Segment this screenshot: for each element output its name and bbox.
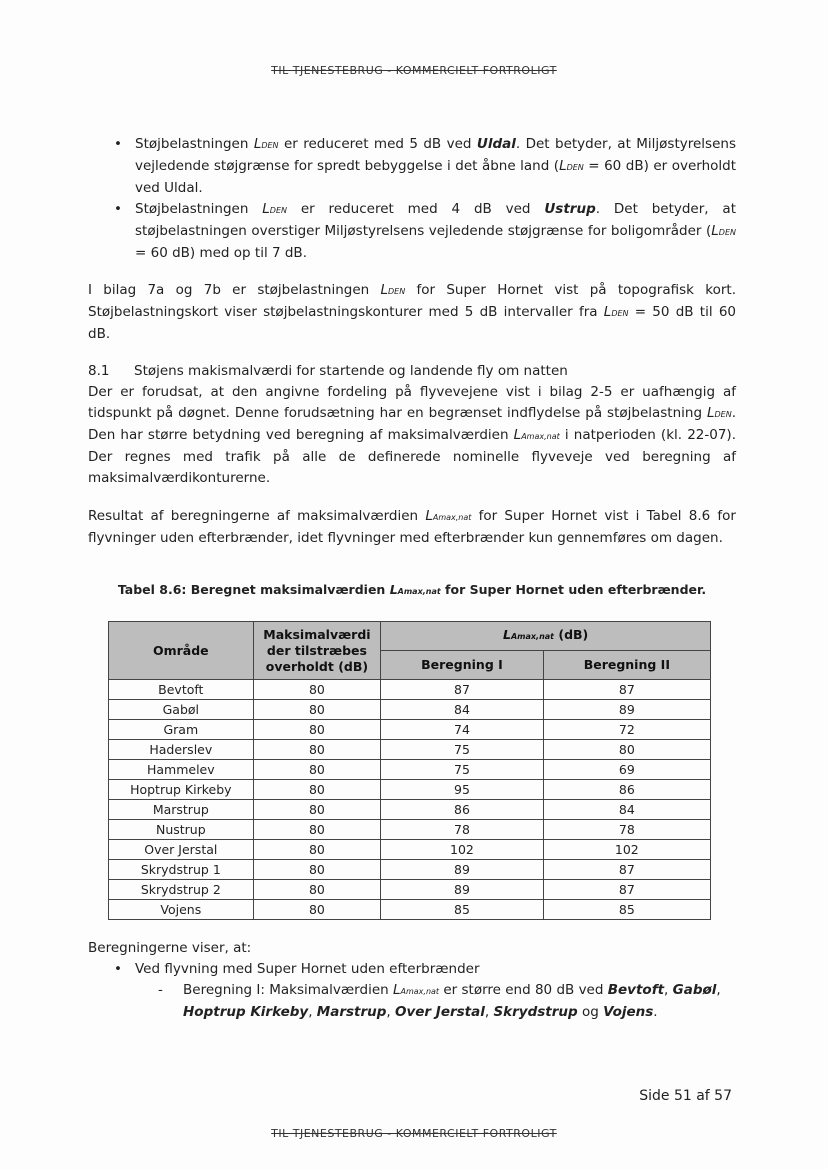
cell-beregning-1: 75: [381, 760, 543, 780]
symbol-subscript: Amax,nat: [397, 587, 441, 596]
page-footer: TIL TJENESTEBRUG - KOMMERCIELT FORTROLIGT: [271, 1127, 557, 1140]
cell-beregning-1: 74: [381, 720, 543, 740]
symbol-subscript: DEN: [718, 228, 736, 237]
section-title: Støjens makismalværdi for startende og landende fly om natten: [134, 363, 568, 379]
section-heading: [88, 361, 736, 382]
cell-area: Hammelev: [109, 760, 254, 780]
text-span: for Super Hornet uden efterbrænder.: [440, 582, 707, 597]
page-number: Side 51 af 57: [639, 1088, 732, 1104]
cell-area: Vojens: [109, 900, 254, 920]
text-span: for Super Hornet vist i Tabel 8.6 for flyvninger uden efterbrænder, idet flyvninger med efterbrænder kun gennemføres om dagen.: [88, 508, 736, 546]
symbol-l: L: [425, 508, 433, 524]
text-span: er større end 80 dB ved: [439, 982, 608, 998]
emphasis-location: Gabøl: [672, 982, 717, 998]
table-row: [109, 900, 711, 920]
cell-limit: 80: [253, 860, 381, 880]
cell-limit: 80: [253, 700, 381, 720]
table-row: [109, 780, 711, 800]
emphasis-location: Marstrup: [316, 1004, 387, 1020]
cell-beregning-2: 69: [543, 760, 710, 780]
symbol-l: L: [380, 282, 389, 298]
symbol-subscript: Amax,nat: [521, 432, 560, 441]
cell-area: Over Jerstal: [109, 840, 254, 860]
cell-beregning-1: 75: [381, 740, 543, 760]
table-row: [109, 820, 711, 840]
table-row: [109, 680, 711, 700]
table-row: [109, 860, 711, 880]
header-beregning-1: Beregning I: [381, 651, 543, 680]
bullet-list-noise: [88, 134, 736, 264]
cell-limit: 80: [253, 680, 381, 700]
paragraph-section: [88, 382, 736, 489]
cell-limit: 80: [253, 740, 381, 760]
cell-beregning-2: 72: [543, 720, 710, 740]
table-row: [109, 880, 711, 900]
bullet-item-ustrup: [88, 199, 736, 264]
emphasis-location: Over Jerstal: [395, 1004, 485, 1020]
cell-area: Haderslev: [109, 740, 254, 760]
cell-beregning-2: 80: [543, 740, 710, 760]
text-span: = 60 dB) er overholdt ved Uldal.: [135, 158, 737, 196]
text-span: Beregning I: Maksimalværdien: [183, 982, 393, 998]
header-area: Område: [109, 622, 254, 680]
text-span: er reduceret med 5 dB ved: [278, 136, 477, 152]
paragraph-bilag: [88, 280, 736, 345]
dash-item-beregning-1: [88, 980, 736, 1023]
results-table: [108, 621, 711, 920]
summary-text: Beregningerne viser, at:: [88, 940, 252, 956]
emphasis-location: Vojens: [603, 1004, 654, 1020]
text-span: Der er forudsat, at den angivne fordeling på flyvevejene vist i bilag 2-5 er uafhængig af tidspunkt på døgnet. Denne forudsætning har en begrænset indflydelse på støjbelastning: [88, 384, 736, 421]
symbol-subscript: Amax,nat: [432, 513, 472, 522]
cell-beregning-1: 86: [381, 800, 543, 820]
cell-beregning-1: 95: [381, 780, 543, 800]
text-span: for Super Hornet vist på topografisk kort. Støjbelastningskort viser støjbelastningskonturer med 5 dB intervaller fra: [88, 282, 736, 320]
cell-beregning-2: 78: [543, 820, 710, 840]
cell-limit: 80: [253, 900, 381, 920]
symbol-l: L: [706, 405, 715, 421]
symbol-subscript: DEN: [566, 163, 584, 172]
header-unit: (dB): [554, 627, 589, 642]
cell-beregning-2: 85: [543, 900, 710, 920]
symbol-l: L: [603, 304, 612, 320]
emphasis-location: Uldal: [476, 136, 516, 152]
cell-limit: 80: [253, 780, 381, 800]
symbol-l: L: [513, 427, 522, 443]
cell-beregning-1: 89: [381, 860, 543, 880]
cell-beregning-1: 102: [381, 840, 543, 860]
bullet-item-uldal: [88, 134, 736, 199]
symbol-subscript: DEN: [611, 309, 629, 318]
symbol-l: L: [389, 582, 398, 597]
header-group: [381, 622, 711, 651]
cell-beregning-2: 89: [543, 700, 710, 720]
cell-limit: 80: [253, 800, 381, 820]
symbol-subscript: DEN: [261, 141, 279, 150]
table-row: [109, 740, 711, 760]
symbol-subscript: Amax,nat: [510, 632, 554, 641]
text-span: ,: [386, 1004, 395, 1020]
cell-limit: 80: [253, 880, 381, 900]
cell-area: Bevtoft: [109, 680, 254, 700]
text-span: = 60 dB) med op til 7 dB.: [135, 245, 307, 261]
symbol-subscript: DEN: [388, 287, 406, 296]
table-row: [109, 800, 711, 820]
cell-area: Skrydstrup 1: [109, 860, 254, 880]
cell-limit: 80: [253, 840, 381, 860]
cell-area: Gabøl: [109, 700, 254, 720]
table-row: [109, 760, 711, 780]
text-span: .: [653, 1004, 658, 1020]
table-row: [109, 700, 711, 720]
text-span: ,: [484, 1004, 494, 1020]
cell-beregning-2: 87: [543, 880, 710, 900]
symbol-l: L: [253, 136, 262, 152]
cell-beregning-2: 84: [543, 800, 710, 820]
bullet-item-conclusion: • Ved flyvning med Super Hornet uden efterbrænder: [88, 959, 736, 980]
text-span: Støjbelastningen: [135, 201, 263, 217]
text-span: . Den har større betydning ved beregning af maksimalværdien: [88, 405, 736, 443]
emphasis-location: Skrydstrup: [493, 1004, 578, 1020]
cell-beregning-1: 87: [381, 680, 543, 700]
symbol-l: L: [711, 223, 719, 239]
cell-limit: 80: [253, 820, 381, 840]
text-span: er reduceret med 4 dB ved: [286, 201, 545, 217]
cell-limit: 80: [253, 720, 381, 740]
cell-beregning-2: 86: [543, 780, 710, 800]
cell-beregning-1: 85: [381, 900, 543, 920]
cell-area: Gram: [109, 720, 254, 740]
text-span: Resultat af beregningerne af maksimalværdien: [88, 508, 426, 524]
symbol-subscript: DEN: [714, 410, 732, 419]
table-caption: [88, 579, 736, 602]
paragraph-result: [88, 506, 736, 549]
table-row: [109, 840, 711, 860]
symbol-subscript: Amax,nat: [400, 987, 440, 996]
text-span: . Det betyder, at Miljøstyrelsens vejledende støjgrænse for spredt bebyggelse i det åbne land (: [135, 136, 736, 174]
text-span: Støjbelastningen: [135, 136, 254, 152]
emphasis-location: Hoptrup Kirkeby: [183, 1004, 309, 1020]
text-span: I bilag 7a og 7b er støjbelastningen: [88, 282, 381, 298]
text-span: ,: [664, 982, 673, 998]
symbol-subscript: DEN: [269, 206, 287, 215]
text-span: ,: [308, 1004, 317, 1020]
cell-beregning-2: 102: [543, 840, 710, 860]
cell-beregning-1: 84: [381, 700, 543, 720]
text-span: = 50 dB til 60 dB.: [88, 304, 737, 342]
symbol-l: L: [262, 201, 270, 217]
cell-area: Nustrup: [109, 820, 254, 840]
text-span: i natperioden (kl. 22-07). Der regnes med trafik på alle de definerede nominelle flyveveje ved beregning af maksimalværdikonturerne.: [88, 427, 736, 486]
cell-limit: 80: [253, 760, 381, 780]
text-span: . Det betyder, at støjbelastningen overstiger Miljøstyrelsens vejledende støjgrænse for boligområder (: [135, 201, 736, 239]
cell-area: Skrydstrup 2: [109, 880, 254, 900]
symbol-l: L: [559, 158, 567, 174]
cell-beregning-1: 89: [381, 880, 543, 900]
emphasis-location: Ustrup: [544, 201, 596, 217]
table-body: [109, 680, 711, 920]
cell-beregning-1: 78: [381, 820, 543, 840]
table-row: [109, 720, 711, 740]
text-span: og: [577, 1004, 604, 1020]
page-header: TIL TJENESTEBRUG - KOMMERCIELT FORTROLIGT: [271, 64, 557, 77]
emphasis-location: Bevtoft: [607, 982, 665, 998]
cell-area: Marstrup: [109, 800, 254, 820]
section-number: 8.1: [88, 363, 110, 379]
cell-area: Hoptrup Kirkeby: [109, 780, 254, 800]
text-span: Tabel 8.6: Beregnet maksimalværdien: [117, 582, 390, 597]
header-beregning-2: Beregning II: [543, 651, 710, 680]
cell-beregning-2: 87: [543, 680, 710, 700]
bullet-list-conclusions: [88, 959, 736, 980]
header-limit: Maksimalværdi der tilstræbes overholdt (dB): [253, 622, 381, 680]
symbol-l: L: [392, 982, 401, 998]
symbol-l: L: [502, 627, 511, 642]
text-span: ,: [716, 982, 721, 998]
cell-beregning-2: 87: [543, 860, 710, 880]
page-content: [88, 134, 736, 1023]
